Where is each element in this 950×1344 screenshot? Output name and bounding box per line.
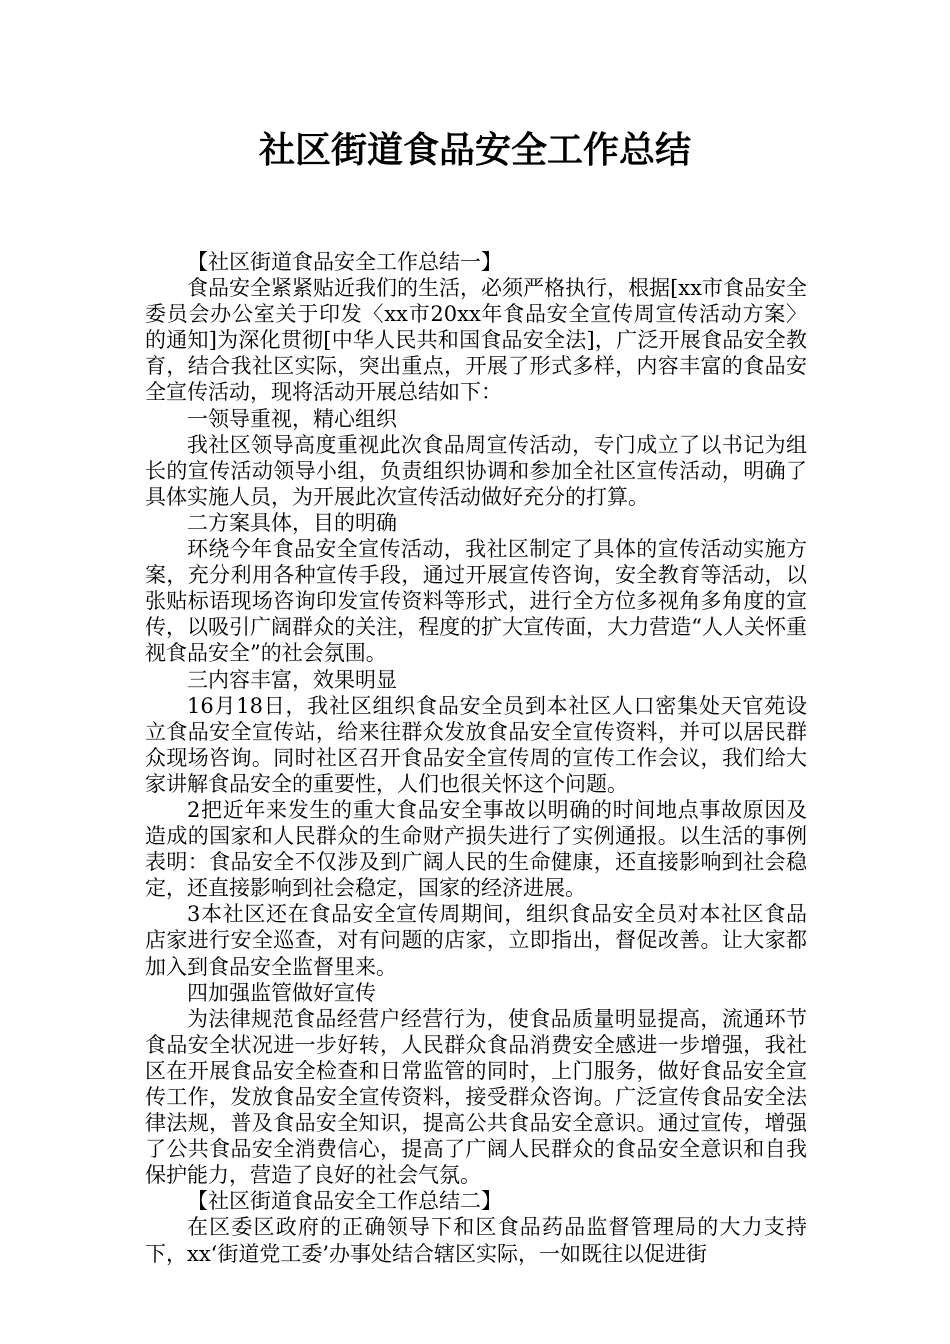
paragraph: 在区委区政府的正确领导下和区食品药品监督管理局的大力支持下，xx‘街道党工委’办事处结合辖区实际，一如既往以促进街 xyxy=(145,1215,807,1266)
section-heading: 【社区街道食品安全工作总结二】 xyxy=(187,1189,502,1214)
document-title: 社区街道食品安全工作总结 xyxy=(258,130,691,171)
paragraph: 食品安全紧紧贴近我们的生活，必须严格执行，根据[xx市食品安全委员会办公室关于印发〈xx市20xx年食品安全宣传周宣传活动方案〉的通知]为深化贯彻[中华人民共和国食品安全法]，广泛开展食品安全教育，结合我社区实际，突出重点，开展了形式多样，内容丰富的食品安全宣传活动，现将活动开展总结如下： xyxy=(145,276,807,405)
paragraph: 环绕今年食品安全宣传活动，我社区制定了具体的宣传活动实施方案，充分利用各种宣传手段，通过开展宣传咨询，安全教育等活动，以张贴标语现场咨询印发宣传资料等形式，进行全方位多视角多角度的宣传，以吸引广阔群众的关注，程度的扩大宣传面，大力营造“人人关怀重视食品安全”的社会氛围。 xyxy=(145,537,807,666)
paragraph: 我社区领导高度重视此次食品周宣传活动，专门成立了以书记为组长的宣传活动领导小组，负责组织协调和参加全社区宣传活动，明确了具体实施人员，为开展此次宣传活动做好充分的打算。 xyxy=(145,432,807,509)
subheading: 一领导重视，精心组织 xyxy=(187,406,397,431)
paragraph: 3本社区还在食品安全宣传周期间，组织食品安全员对本社区食品店家进行安全巡查，对有问题的店家，立即指出，督促改善。让大家都加入到食品安全监督里来。 xyxy=(145,902,807,979)
paragraph: 16月18日，我社区组织食品安全员到本社区人口密集处天官苑设立食品安全宣传站，给来往群众发放食品安全宣传资料，并可以居民群众现场咨询。同时社区召开食品安全宣传周的宣传工作会议，我们给大家讲解食品安全的重要性，人们也很关怀这个问题。 xyxy=(145,693,807,796)
subheading: 二方案具体，目的明确 xyxy=(187,510,397,535)
subheading: 四加强监管做好宣传 xyxy=(187,980,376,1005)
paragraph: 为法律规范食品经营户经营行为，使食品质量明显提高，流通环节食品安全状况进一步好转，人民群众食品消费安全感进一步增强，我社区在开展食品安全检查和日常监管的同时，上门服务，做好食品安全宣传工作，发放食品安全宣传资料，接受群众咨询。广泛宣传食品安全法律法规，普及食品安全知识，提高公共食品安全意识。通过宣传，增强了公共食品安全消费信心，提高了广阔人民群众的食品安全意识和自我保护能力，营造了良好的社会气氛。 xyxy=(145,1006,807,1188)
subheading: 三内容丰富，效果明显 xyxy=(187,667,397,692)
document-body xyxy=(145,249,807,1267)
paragraph: 2把近年来发生的重大食品安全事故以明确的时间地点事故原因及造成的国家和人民群众的生命财产损失进行了实例通报。以生活的事例表明：食品安全不仅涉及到广阔人民的生命健康，还直接影响到社会稳定，还直接影响到社会稳定，国家的经济进展。 xyxy=(145,797,807,901)
section-heading: 【社区街道食品安全工作总结一】 xyxy=(187,250,502,274)
